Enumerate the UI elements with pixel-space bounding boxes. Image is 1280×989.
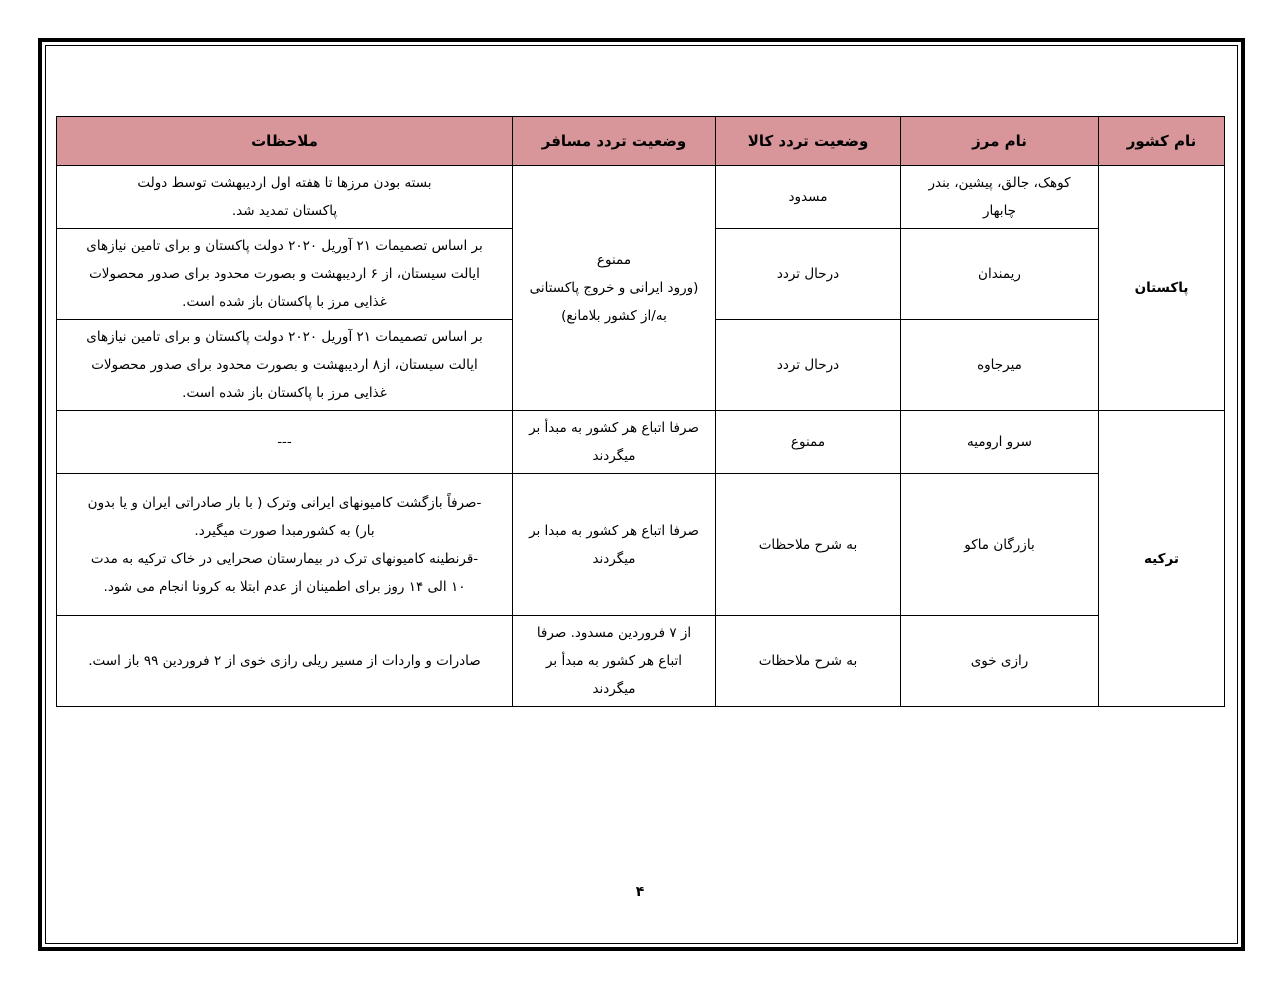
notes-line: -قرنطینه کامیونهای ترک در بیمارستان صحرایی در خاک ترکیه به مدت	[90, 550, 479, 567]
passenger-status-cell	[513, 474, 716, 616]
passenger-status-line: اتباع هر کشور به مبدأ بر	[545, 653, 683, 669]
notes-line: غذایی مرز با پاکستان باز شده است.	[182, 385, 387, 401]
notes-line: -صرفاً بازگشت کامیونهای ایرانی وترک ( با بار صادراتی ایران و یا بدون	[87, 494, 482, 511]
passenger-status-line: صرفا اتباع هر کشور به مبدأ بر	[529, 420, 699, 436]
notes-line: پاکستان تمدید شد.	[231, 203, 338, 219]
border-name-line: کوهک، جالق، پیشین، بندر	[928, 175, 1071, 191]
passenger-status-cell-pakistan	[513, 166, 716, 411]
header-passenger-status: وضعیت تردد مسافر	[513, 117, 716, 166]
border-name-line: چابهار	[982, 203, 1017, 219]
border-name-cell: سرو ارومیه	[901, 411, 1099, 474]
goods-status-cell: درحال تردد	[716, 229, 901, 320]
notes-cell: ---	[57, 411, 513, 474]
notes-cell: صادرات و واردات از مسیر ریلی رازی خوی از ۲ فروردین ۹۹ باز است.	[57, 616, 513, 707]
header-border: نام مرز	[901, 117, 1099, 166]
country-cell-pakistan: پاکستان	[1099, 166, 1225, 411]
header-notes: ملاحظات	[57, 117, 513, 166]
notes-cell	[57, 229, 513, 320]
border-name-cell: رازی خوی	[901, 616, 1099, 707]
border-name-cell: بازرگان ماکو	[901, 474, 1099, 616]
border-name-cell: میرجاوه	[901, 320, 1099, 411]
passenger-status-line: میگردند	[592, 681, 636, 697]
notes-line: ایالت سیستان، از۸ اردیبهشت و بصورت محدود برای صدور محصولات	[91, 357, 478, 373]
goods-status-cell: مسدود	[716, 166, 901, 229]
passenger-status-line: ممنوع	[596, 252, 632, 268]
table-row	[57, 411, 1225, 474]
passenger-status-line: (ورود ایرانی و خروج پاکستانی	[529, 280, 699, 296]
border-status-table	[56, 116, 1225, 707]
notes-line: غذایی مرز با پاکستان باز شده است.	[182, 294, 387, 310]
goods-status-cell: به شرح ملاحظات	[716, 474, 901, 616]
header-country: نام کشور	[1099, 117, 1225, 166]
notes-cell	[57, 474, 513, 616]
border-name-cell: ریمندان	[901, 229, 1099, 320]
page-number: ۴	[635, 884, 645, 900]
goods-status-cell: ممنوع	[716, 411, 901, 474]
notes-line: ۱۰ الی ۱۴ روز برای اطمینان از عدم ابتلا به کرونا انجام می شود.	[103, 578, 466, 595]
notes-line: بر اساس تصمیمات ۲۱ آوریل ۲۰۲۰ دولت پاکستان و برای تامین نیازهای	[86, 238, 483, 254]
table-row	[57, 166, 1225, 229]
table-header-row	[57, 117, 1225, 166]
passenger-status-line: به/از کشور بلامانع)	[561, 308, 667, 324]
goods-status-cell: درحال تردد	[716, 320, 901, 411]
goods-status-cell: به شرح ملاحظات	[716, 616, 901, 707]
table-row	[57, 616, 1225, 707]
notes-line: ایالت سیستان، از ۶ اردیبهشت و بصورت محدود برای صدور محصولات	[89, 266, 480, 282]
passenger-status-line: میگردند	[592, 550, 636, 567]
passenger-status-line: میگردند	[592, 448, 636, 464]
passenger-status-cell	[513, 616, 716, 707]
notes-line: بر اساس تصمیمات ۲۱ آوریل ۲۰۲۰ دولت پاکستان و برای تامین نیازهای	[86, 329, 483, 345]
header-goods-status: وضعیت تردد کالا	[716, 117, 901, 166]
country-cell-turkey: ترکیه	[1099, 411, 1225, 707]
notes-cell	[57, 166, 513, 229]
notes-cell	[57, 320, 513, 411]
notes-line: بار) به کشورمبدا صورت میگیرد.	[194, 522, 375, 539]
passenger-status-line: صرفا اتباع هر کشور به مبدا بر	[529, 522, 699, 539]
passenger-status-cell	[513, 411, 716, 474]
table-row	[57, 474, 1225, 616]
border-name-cell	[901, 166, 1099, 229]
passenger-status-line: از ۷ فروردین مسدود. صرفا	[536, 625, 692, 641]
notes-line: بسته بودن مرزها تا هفته اول اردیبهشت توسط دولت	[137, 175, 432, 191]
